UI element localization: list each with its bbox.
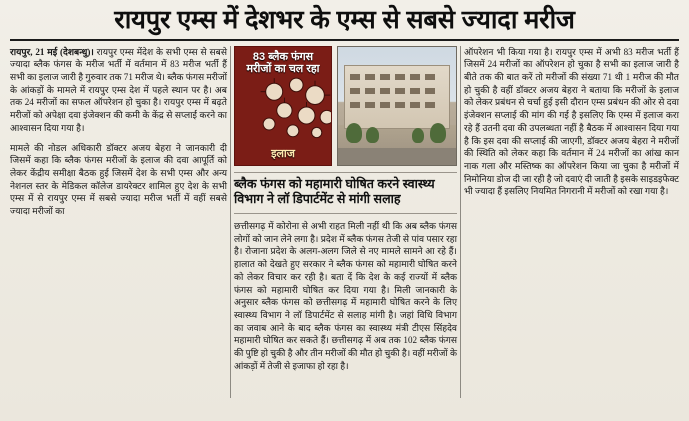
photo-tree [346, 123, 362, 143]
sub-headline: ब्लैक फंगस को महामारी घोषित करने स्वास्थ्य विभाग ने लॉ डिपार्टमेंट से मांगी सलाह [234, 172, 457, 214]
graphic-title: 83 ब्लैक फंगस मरीजों का चल रहा [246, 50, 320, 76]
headline-container [10, 6, 679, 41]
photo-window [395, 102, 405, 108]
photo-window [395, 74, 405, 80]
paragraph [10, 46, 227, 135]
photo-window [410, 88, 420, 94]
hospital-photo [337, 46, 457, 166]
article-columns [10, 46, 679, 398]
black-fungus-graphic [234, 46, 332, 166]
photo-window [425, 88, 435, 94]
dateline: रायपुर, 21 मई (देशबन्धु)। [10, 46, 94, 57]
paragraph-text: मामले की नोडल अधिकारी डॉक्टर अजय बेहरा ने जानकारी दी जिसमें कहा कि ब्लैक फंगस मरीजों के इलाज की दवा आपूर्ति को लेकर केंद्रीय समीक्षा बैठक हुई जिसमें देश के सभी एम्स और अन्य नेशनल स्तर के मेडिकल कॉलेज डायरेक्टर शामिल हुए देश के सभी एम्स में से रायपुर एम्स में सबसे ज्यादा मरीज भर्ती में वहीं सबसे ज्यादा मरीजों का [10, 142, 227, 217]
page-title: रायपुर एम्स में देशभर के एम्स से सबसे ज्यादा मरीज [114, 6, 575, 34]
photo-tree [430, 123, 446, 143]
paragraph-text: रायपुर एम्स मेंदेश के सभी एम्स से सबसे ज्यादा ब्लैक फंगस के मरीज भर्ती में वर्तमान में 83 मरीज भर्ती हैं सभी का इलाज जारी है गुरुवार तक 71 मरीज थे। ब्लैक फंगस मरीजों के आंकड़ों के मामले में रायपुर एम्स देश में पहले स्थान पर है। अब तक 24 मरीजों का सफल ऑपरेशन हो चुका है। रायपुर एम्स में बढ़ते मरीजों को अपेक्षा दवा इंजेक्शन की कमी के केंद्र से सप्लाई करने का आश्वासन दिया गया है। [10, 46, 227, 133]
column-left [10, 46, 227, 398]
photo-road [338, 148, 456, 165]
photo-window [380, 88, 390, 94]
column-middle [234, 46, 457, 398]
photo-window [365, 88, 375, 94]
photo-window [410, 102, 420, 108]
photo-window [365, 102, 375, 108]
photo-window [380, 102, 390, 108]
paragraph: ऑपरेशन भी किया गया है। रायपुर एम्स में अभी 83 मरीज भर्ती हैं जिसमें 24 मरीजों का ऑपरेशन हो चुका है सभी का इलाज जारी है बीते तक की बात करें तो मरीजों की संख्या 71 थी 1 मरीज की मौत हो चुकी है वहीं डॉक्टर अजय बेहरा ने बताया कि मरीजों के इलाज को लेकर प्रबंधन से चर्चा हुई इसी दौरान एम्स प्रबंधन की ओर से दवा इंजेक्शन सप्लाई की मांग की गई है इसलिए कि एम्स में इलाज करा रहे हैं उतनी दवा की उपलब्धता नहीं है बैठक में आश्वासन दिया गया है कि इस दवा की सप्लाई की जाएगी, डॉक्टर अजय बेहरा ने मरीजों की स्थिति को लेकर कहा कि वर्तमान में 24 मरीजों का आंख कान नाक गला और मस्तिष्क का ऑपरेशन किया जा चुका है मरीजों में निमोनिया डोज दी जा रही है जो दवाएं दी जाती है इसके साइडइफेक्ट भी ज्यादा हैं इसलिए नियमित निगरानी में मरीजों को रखा गया है। [463, 46, 679, 197]
photo-window [350, 102, 360, 108]
photo-window [350, 74, 360, 80]
photo-window [380, 74, 390, 80]
photo-window [425, 74, 435, 80]
photo-window [425, 102, 435, 108]
graphic-subtitle: इलाज [271, 147, 295, 160]
photo-window [410, 74, 420, 80]
media-block [234, 46, 457, 166]
sub-columns [234, 220, 457, 373]
column-right [464, 46, 679, 398]
paragraph: छत्तीसगढ़ में कोरोना से अभी राहत मिली नहीं थी कि अब ब्लैक फंगस लोगों को जान लेने लगा है। प्रदेश में ब्लैक फंगस तेजी से पांव पसार रहा है। रोजाना प्रदेश के अलग-अलग जिले से नए मामले सामने आ रहे हैं। हालात को देखते हुए सरकार ने ब्लैक फंगस को महामारी घोषित करने को लेकर विचार कर रही है। बता दें कि देश के कई राज्यों में ब्लैक फंगस को महामारी घोषित कर दिया गया है। मिली जानकारी के अनुसार ब्लैक फंगस को छत्तीसगढ़ में महामारी घोषित करने के लिए स्वास्थ्य विभाग ने लॉ डिपार्टमेंट से सलाह मांगी है। जहां विधि विभाग का जवाब आने के बाद ब्लैक फंगस का स्वास्थ्य मंत्री टीएस सिंहदेव महामारी घोषित कर सकते हैं। छत्तीसगढ़ में अब तक 102 ब्लैक फंगस की पुष्टि हो चुकी है और तीन मरीजों की मौत हो चुकी है। वहीं मरीजों के आंकड़ों में तेजी से इजाफा हो रहा है। [234, 221, 457, 371]
virus-cluster-icon [255, 73, 332, 141]
photo-window [365, 74, 375, 80]
photo-building [344, 65, 450, 129]
photo-tree [412, 128, 424, 143]
photo-window [395, 88, 405, 94]
photo-window [350, 88, 360, 94]
sub-column-left [234, 220, 457, 373]
photo-tree [366, 127, 379, 143]
paragraph [10, 142, 227, 218]
